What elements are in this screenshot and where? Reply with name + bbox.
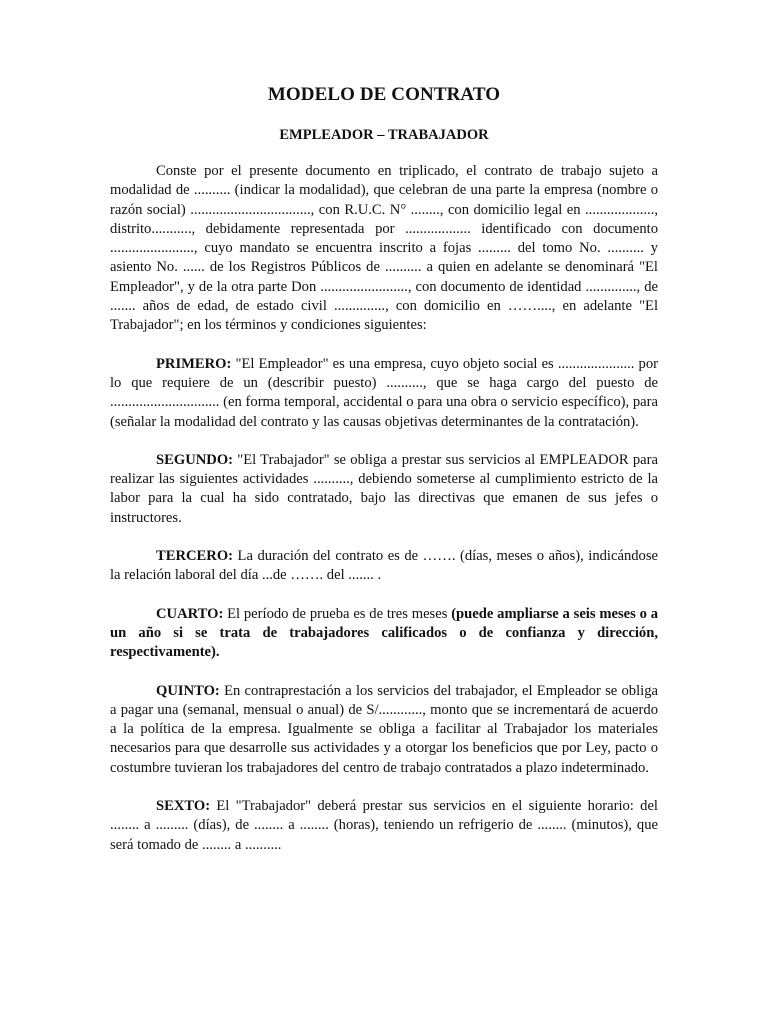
clause-cuarto	[110, 605, 658, 663]
clause-tercero	[110, 547, 658, 586]
intro-paragraph	[110, 162, 658, 336]
clause-heading: SEGUNDO:	[156, 451, 234, 468]
clause-heading: PRIMERO:	[156, 355, 232, 372]
clause-heading: QUINTO:	[156, 682, 220, 699]
clause-heading: SEXTO:	[156, 798, 211, 815]
clause-text: El "Trabajador" deberá prestar sus servicios en el siguiente horario: del ........ a ......... (días), de ........ a ........ (horas), teniendo un refrigerio de ........ (minutos), que será tomado de ........ a ..........	[110, 798, 658, 853]
clause-text: La duración del contrato es de ……. (días, meses o años), indicándose la relación laboral del día ...de ……. del ....... .	[110, 548, 658, 584]
clause-heading: TERCERO:	[156, 548, 234, 565]
clause-text: "El Empleador" es una empresa, cuyo objeto social es ..................... por lo que requiere de un (describir puesto) .........., que se haga cargo del puesto de .............................. (en forma temporal, accidental o para una obra o servicio específico), para (señalar la modalidad del contrato y las causas objetivas determinantes de la contratación).	[110, 355, 658, 430]
clause-sexto	[110, 797, 658, 855]
document-subtitle: EMPLEADOR – TRABAJADOR	[279, 127, 489, 143]
clause-bold-note: (puede ampliarse a seis meses o a un año si se trata de trabajadores calificados o de confianza y dirección, respectivamente).	[110, 605, 658, 661]
document-title: MODELO DE CONTRATO	[267, 84, 501, 105]
clause-primero	[110, 355, 658, 432]
document-body	[110, 84, 658, 855]
clause-text: En contraprestación a los servicios del trabajador, el Empleador se obliga a pagar una (semanal, mensual o anual) de S/............, monto que se incrementará de acuerdo a la política de la empresa. Igualmente se obliga a facilitar al Trabajador los materiales necesarios para que desarrolle sus actividades y a otorgar los beneficios que por Ley, pacto o costumbre tuvieran los trabajadores del centro de trabajo contratados a plazo indeterminado.	[110, 682, 658, 776]
intro-text: Conste por el presente documento en triplicado, el contrato de trabajo sujeto a modalidad de .......... (indicar la modalidad), que celebran de una parte la empresa (nombre o razón social) ................................., con R.U.C. N° ........, con domicilio legal en ..................., distrito..........., debidamente representada por .................. identificado con documento ......................., cuyo mandato se encuentra inscrito a fojas ......... del tomo No. .......... y asiento No. ...... de los Registros Públicos de .......... a quien en adelante se denominará "El Empleador", y de la otra parte Don ........................, con documento de identidad .............., de ....... años de edad, de estado civil .............., con domicilio en ……...., en adelante "El Trabajador"; en los términos y condiciones siguientes:	[110, 163, 658, 334]
clause-segundo	[110, 451, 658, 528]
clause-quinto	[110, 682, 658, 778]
clause-text: El período de prueba es de tres meses	[227, 605, 448, 622]
clause-text: "El Trabajador" se obliga a prestar sus servicios al EMPLEADOR para realizar las siguientes actividades .........., debiendo someterse al cumplimiento estricto de la labor para la cual ha sido contratado, bajo las directivas que emanen de sus jefes o instructores.	[110, 451, 658, 526]
clause-heading: CUARTO:	[156, 605, 224, 622]
